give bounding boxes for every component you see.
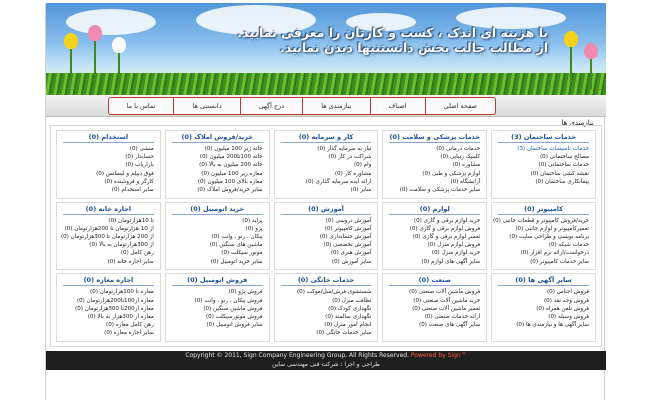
banner-slogan — [228, 25, 548, 55]
subcategory-link[interactable]: منشی (0) — [129, 146, 154, 152]
subcategory-link[interactable]: آموزش هنری (0) — [330, 250, 372, 257]
subcategory-link[interactable]: تعمیر ماشین آلات صنعتی (0) — [412, 305, 481, 312]
category-count: (0) — [298, 133, 310, 141]
category-box — [274, 130, 379, 199]
subcategory-link[interactable]: نیاز به سرمایه گذار (0) — [317, 146, 372, 152]
category-count: (0) — [85, 204, 97, 213]
category-box — [165, 202, 270, 271]
subcategory-link[interactable]: معازه زیر 100 میلیون (0) — [201, 170, 263, 177]
category-title-label: خدمات خانگی — [310, 276, 355, 285]
nav-guilds[interactable]: اصناف — [370, 98, 425, 114]
subcategory-link[interactable]: سایر استخدام (0) — [111, 187, 154, 194]
category-box — [56, 130, 161, 199]
subcategory-link[interactable]: فروش ماشین سنگین (0) — [203, 305, 263, 312]
category-title-label: خرید اتومبیل — [203, 204, 245, 213]
subcategory-link[interactable]: سایر اجاره معازه (0) — [104, 330, 154, 337]
subcategory-link[interactable]: ارائه ایده سرمایه گذاری (0) — [305, 178, 372, 185]
category-title[interactable] — [63, 133, 154, 143]
subcategory-link[interactable]: فروش پیکان ، رنو ، وانت (0) — [194, 297, 263, 304]
category-box — [491, 273, 596, 342]
subcategory-link[interactable]: فروش لوازم برقی و گازی (0) — [409, 225, 481, 232]
category-title[interactable] — [281, 276, 372, 286]
category-title-label: اجاره خانه — [98, 204, 132, 213]
category-box — [491, 130, 596, 199]
subcategory-link[interactable]: معازه تا 100هزارتومان (0) — [90, 289, 154, 296]
subcategory-link[interactable]: خرید/فروش کامپیوتر و قطعات جانبی (0) — [492, 217, 589, 224]
subcategory-link[interactable]: فروش موتورسیکلت (0) — [205, 313, 263, 320]
subcategory-link[interactable]: پیمانکاری ساختمان (0) — [535, 178, 589, 185]
subcategory-link[interactable]: فروش ماشین آلات صنعتی (0) — [409, 289, 481, 296]
category-count: (0) — [308, 204, 319, 213]
subcategory-link[interactable]: سایر خدمات کامپیوتر (0) — [530, 258, 589, 265]
subcategory-link[interactable]: سایر آگهی های لوازم (0) — [421, 258, 481, 265]
category-count: (0) — [181, 133, 192, 141]
category-title[interactable] — [389, 205, 480, 215]
subcategory-link[interactable]: خانه 100تا200 میلیون (0) — [199, 154, 263, 161]
subcategory-link[interactable]: فروش تلفن همراه (0) — [536, 305, 589, 312]
subcategory-link[interactable]: مشاوره (0) — [452, 162, 481, 169]
main-menu — [108, 97, 496, 115]
category-title-label: کامپیوتر — [536, 204, 564, 213]
category-title[interactable] — [281, 133, 372, 143]
category-box — [382, 202, 487, 271]
subcategory-link[interactable]: حسابدار (0) — [125, 154, 154, 161]
category-title[interactable] — [172, 276, 263, 286]
nav-knowledge[interactable]: دانستنی ها — [173, 98, 239, 114]
category-box — [165, 273, 270, 342]
banner-line-2: از مطالب جالب بخش دانستنیها دیدن نمایید. — [279, 40, 548, 55]
subcategory-link[interactable]: سایر خدمات خانگی (0) — [316, 330, 372, 337]
subcategory-link[interactable]: سایر خرید اتومبیل (0) — [210, 258, 263, 265]
category-title[interactable] — [498, 133, 589, 143]
category-title-label: لوازم — [432, 204, 450, 213]
subcategory-link[interactable]: سایر خرید/فروش املاک (0) — [197, 187, 263, 194]
subcategory-link[interactable]: نقشه کشی ساختمان (0) — [530, 170, 589, 177]
category-title-label: خدمات ساختمان — [523, 133, 577, 141]
nav-contact[interactable]: تماس با ما — [126, 102, 156, 110]
category-count: (0) — [418, 276, 430, 285]
subcategory-link[interactable]: انجام امور منزل (0) — [324, 322, 372, 329]
header-banner — [46, 3, 606, 95]
category-count: (0) — [389, 133, 401, 141]
subcategory-link[interactable]: فروش لوازم منزل (0) — [427, 242, 481, 249]
category-title-label: استخدام — [101, 133, 129, 141]
subcategory-link[interactable]: نگهداری کودک (0) — [328, 305, 372, 312]
subcategory-link[interactable]: فروش وسیله (0) — [548, 313, 589, 320]
subcategory-link[interactable]: تا 10هزارتومان (0) — [108, 217, 154, 224]
subcategory-link[interactable]: فروش اجناس (0) — [546, 289, 589, 296]
subcategory-link[interactable]: از 10 هزارتومان تا 200هزارتومان (0) — [64, 225, 154, 232]
subcategory-link[interactable]: خرید لوازم برقی و گازی (0) — [413, 217, 481, 224]
category-title[interactable] — [389, 133, 480, 143]
category-box — [382, 273, 487, 342]
category-title[interactable] — [498, 205, 589, 215]
subcategory-link[interactable]: معازه از 300هزار به بالا (0) — [87, 313, 154, 320]
category-title-label: سایر آگهی ها — [528, 276, 572, 285]
subcategory-link[interactable]: درخواست/ارائه نرم افزار (0) — [520, 250, 589, 257]
category-title-label: اجاره مغازه — [96, 276, 134, 285]
subcategory-link[interactable]: پراید (0) — [242, 217, 263, 224]
category-box — [56, 202, 161, 271]
category-grid — [50, 125, 602, 347]
category-count: (0) — [83, 276, 95, 285]
category-title[interactable] — [498, 276, 589, 286]
subcategory-link[interactable]: موتور سیکلت (0) — [221, 250, 263, 257]
category-title-label: آموزش — [320, 204, 344, 213]
subcategory-link[interactable]: خدمات شبکه (0) — [548, 242, 589, 249]
subcategory-link[interactable]: مشاوره کار (0) — [334, 170, 372, 177]
subcategory-link[interactable]: تعمیر لوازم برقی و گازی (0) — [412, 234, 481, 241]
subcategory-link[interactable]: آموزش کامپیوتر (0) — [324, 225, 372, 232]
subcategory-link[interactable]: از 200 هزارتومان تا 300هزارتومان (0) — [60, 234, 154, 241]
designer-credit: طراحی و اجرا : شرکت فنی مهندسی ساین — [272, 360, 380, 368]
category-title-label: فروش اتومبیل — [199, 276, 248, 285]
category-title[interactable] — [172, 205, 263, 215]
subcategory-link[interactable]: سایر (0) — [350, 187, 372, 194]
subcategory-link[interactable]: رهن کامل معازه (0) — [106, 322, 154, 329]
subcategory-link[interactable]: سایر فروش اتومبیل (0) — [206, 322, 263, 329]
category-title[interactable] — [63, 205, 154, 215]
subcategory-link[interactable]: ماشین های سنگین (0) — [209, 242, 263, 249]
copyright-text: Copyright © 2011, Sign Company Engineering Group, All Rights Reserved. — [185, 352, 409, 359]
category-count: (0) — [297, 276, 309, 285]
nav-classifieds[interactable]: نیازمندی ها — [302, 98, 369, 114]
subcategory-link[interactable]: مصالح ساختمانی (0) — [539, 154, 589, 161]
category-title[interactable] — [281, 205, 372, 215]
category-title-label: خرید/فروش املاک — [194, 133, 253, 141]
subcategory-link[interactable]: لوازم پزشکی و طبی (0) — [422, 170, 481, 177]
nav-post-ad[interactable]: درج آگهی — [240, 98, 303, 114]
subcategory-link[interactable]: خرید لوازم منزل (0) — [431, 250, 481, 257]
category-box — [491, 202, 596, 271]
subcategory-link[interactable]: فروش پژو (0) — [228, 289, 263, 296]
category-title-label: خدمات پزشکی و سلامت — [402, 133, 481, 141]
subcategory-link[interactable]: بازاریاب (0) — [125, 162, 154, 169]
category-count: (0) — [524, 204, 535, 213]
subcategory-link[interactable]: خانه زیر 100 میلیون (0) — [204, 146, 263, 152]
subcategory-link[interactable]: تعمیرکامپیوتر و لوازم جانبی (0) — [515, 225, 589, 232]
subcategory-link[interactable]: از 300هزارتومان به بالا (0) — [89, 242, 154, 249]
subcategory-link[interactable]: خدمات ساختمانی (0) — [538, 162, 589, 169]
category-count: (3) — [511, 133, 522, 141]
subcategory-link[interactable]: فروش وجه نقد (0) — [543, 297, 589, 304]
subcategory-link[interactable]: خدمات درمانی (0) — [436, 146, 481, 152]
subcategory-link[interactable]: کارگر و فروشنده (0) — [104, 178, 154, 185]
category-count: (0) — [187, 276, 198, 285]
tulip-yellow-icon — [64, 33, 78, 79]
subcategory-link[interactable]: آموزش حسابداری (0) — [319, 234, 372, 241]
category-box — [165, 130, 270, 199]
subcategory-link[interactable]: سایر آگهی های صنعت (0) — [419, 322, 481, 329]
subcategory-link[interactable]: شستشوی فرش/مبل/موکت (0) — [296, 289, 372, 296]
page — [45, 3, 605, 400]
footer — [46, 351, 606, 370]
subcategory-link[interactable]: نگهداری سالمند (0) — [325, 313, 372, 320]
category-box — [382, 130, 487, 199]
subcategory-link[interactable]: نظافت منزل (0) — [332, 297, 372, 304]
category-box — [56, 273, 161, 342]
category-count: (0) — [419, 204, 431, 213]
tulip-yellow-icon — [564, 31, 578, 83]
category-title[interactable] — [389, 276, 480, 286]
subcategory-link[interactable]: خدمات تاسیسات ساختمان (3) — [517, 146, 589, 152]
subcategory-link[interactable]: سایر آگهی ها و نیازمندی ها (0) — [516, 322, 589, 329]
subcategory-link[interactable]: کلینیک زیبایی (0) — [440, 154, 481, 161]
tulip-pink-icon — [88, 25, 102, 79]
subcategory-link[interactable]: شراکت در کار (0) — [328, 154, 372, 161]
tulip-pink-icon — [584, 43, 598, 89]
category-count: (0) — [190, 204, 201, 213]
nav-bar — [46, 95, 606, 117]
subcategory-link[interactable]: پیکان ، رنو ، وانت (0) — [211, 234, 263, 241]
category-box — [274, 202, 379, 271]
subcategory-link[interactable]: رهن کامل (0) — [120, 250, 154, 257]
subcategory-link[interactable]: سایر خدمات پزشکی و سلامت (0) — [399, 187, 481, 194]
subcategory-link[interactable]: سایر اجاره خانه (0) — [107, 258, 154, 265]
subcategory-link[interactable]: برنامه نویسی و طراحی سایت (0) — [509, 234, 589, 241]
subcategory-link[interactable]: آموزش دروسی (0) — [325, 217, 372, 224]
subcategory-link[interactable]: پژو (0) — [245, 225, 263, 232]
subcategory-link[interactable]: آرایشگاه (0) — [450, 178, 481, 185]
category-title[interactable] — [63, 276, 154, 286]
category-title[interactable] — [172, 133, 263, 143]
subcategory-link[interactable]: معازه از200تا 300هزارتومان (0) — [75, 305, 154, 312]
subcategory-link[interactable]: آموزش تخصصی (0) — [323, 242, 372, 249]
subcategory-link[interactable]: معازه از100تا200هزارتومان (0) — [76, 297, 154, 304]
subcategory-link[interactable]: سایر آموزش (0) — [331, 258, 372, 265]
subcategory-link[interactable]: وام (0) — [353, 162, 372, 169]
page-title: نیازمندی ها — [561, 119, 594, 127]
category-title-label: صنعت — [431, 276, 451, 285]
category-count: (0) — [88, 133, 100, 141]
subcategory-link[interactable]: خانه 200 میلیون به بالا (0) — [199, 162, 263, 169]
category-title-label: کار و سرمایه — [311, 133, 354, 141]
powered-by-link[interactable]: Powered by Sign™ — [410, 352, 467, 359]
subcategory-link[interactable]: فوق دیپلم و لیسانس (0) — [96, 170, 154, 177]
category-count: (0) — [515, 276, 526, 285]
subcategory-link[interactable]: ارائه خدمات صنعتی (0) — [424, 313, 481, 320]
subcategory-link[interactable]: خرید ماشین آلات صنعتی (0) — [413, 297, 481, 304]
category-box — [274, 273, 379, 342]
nav-home[interactable]: صفحه اصلی — [425, 98, 495, 114]
banner-line-1: با هزینه ای اندک ، کسب و کارتان را معرفی نمایید. — [237, 25, 548, 40]
subcategory-link[interactable]: معازه بالای 100 میلیون (0) — [197, 178, 263, 185]
tulip-white-icon — [112, 37, 126, 83]
